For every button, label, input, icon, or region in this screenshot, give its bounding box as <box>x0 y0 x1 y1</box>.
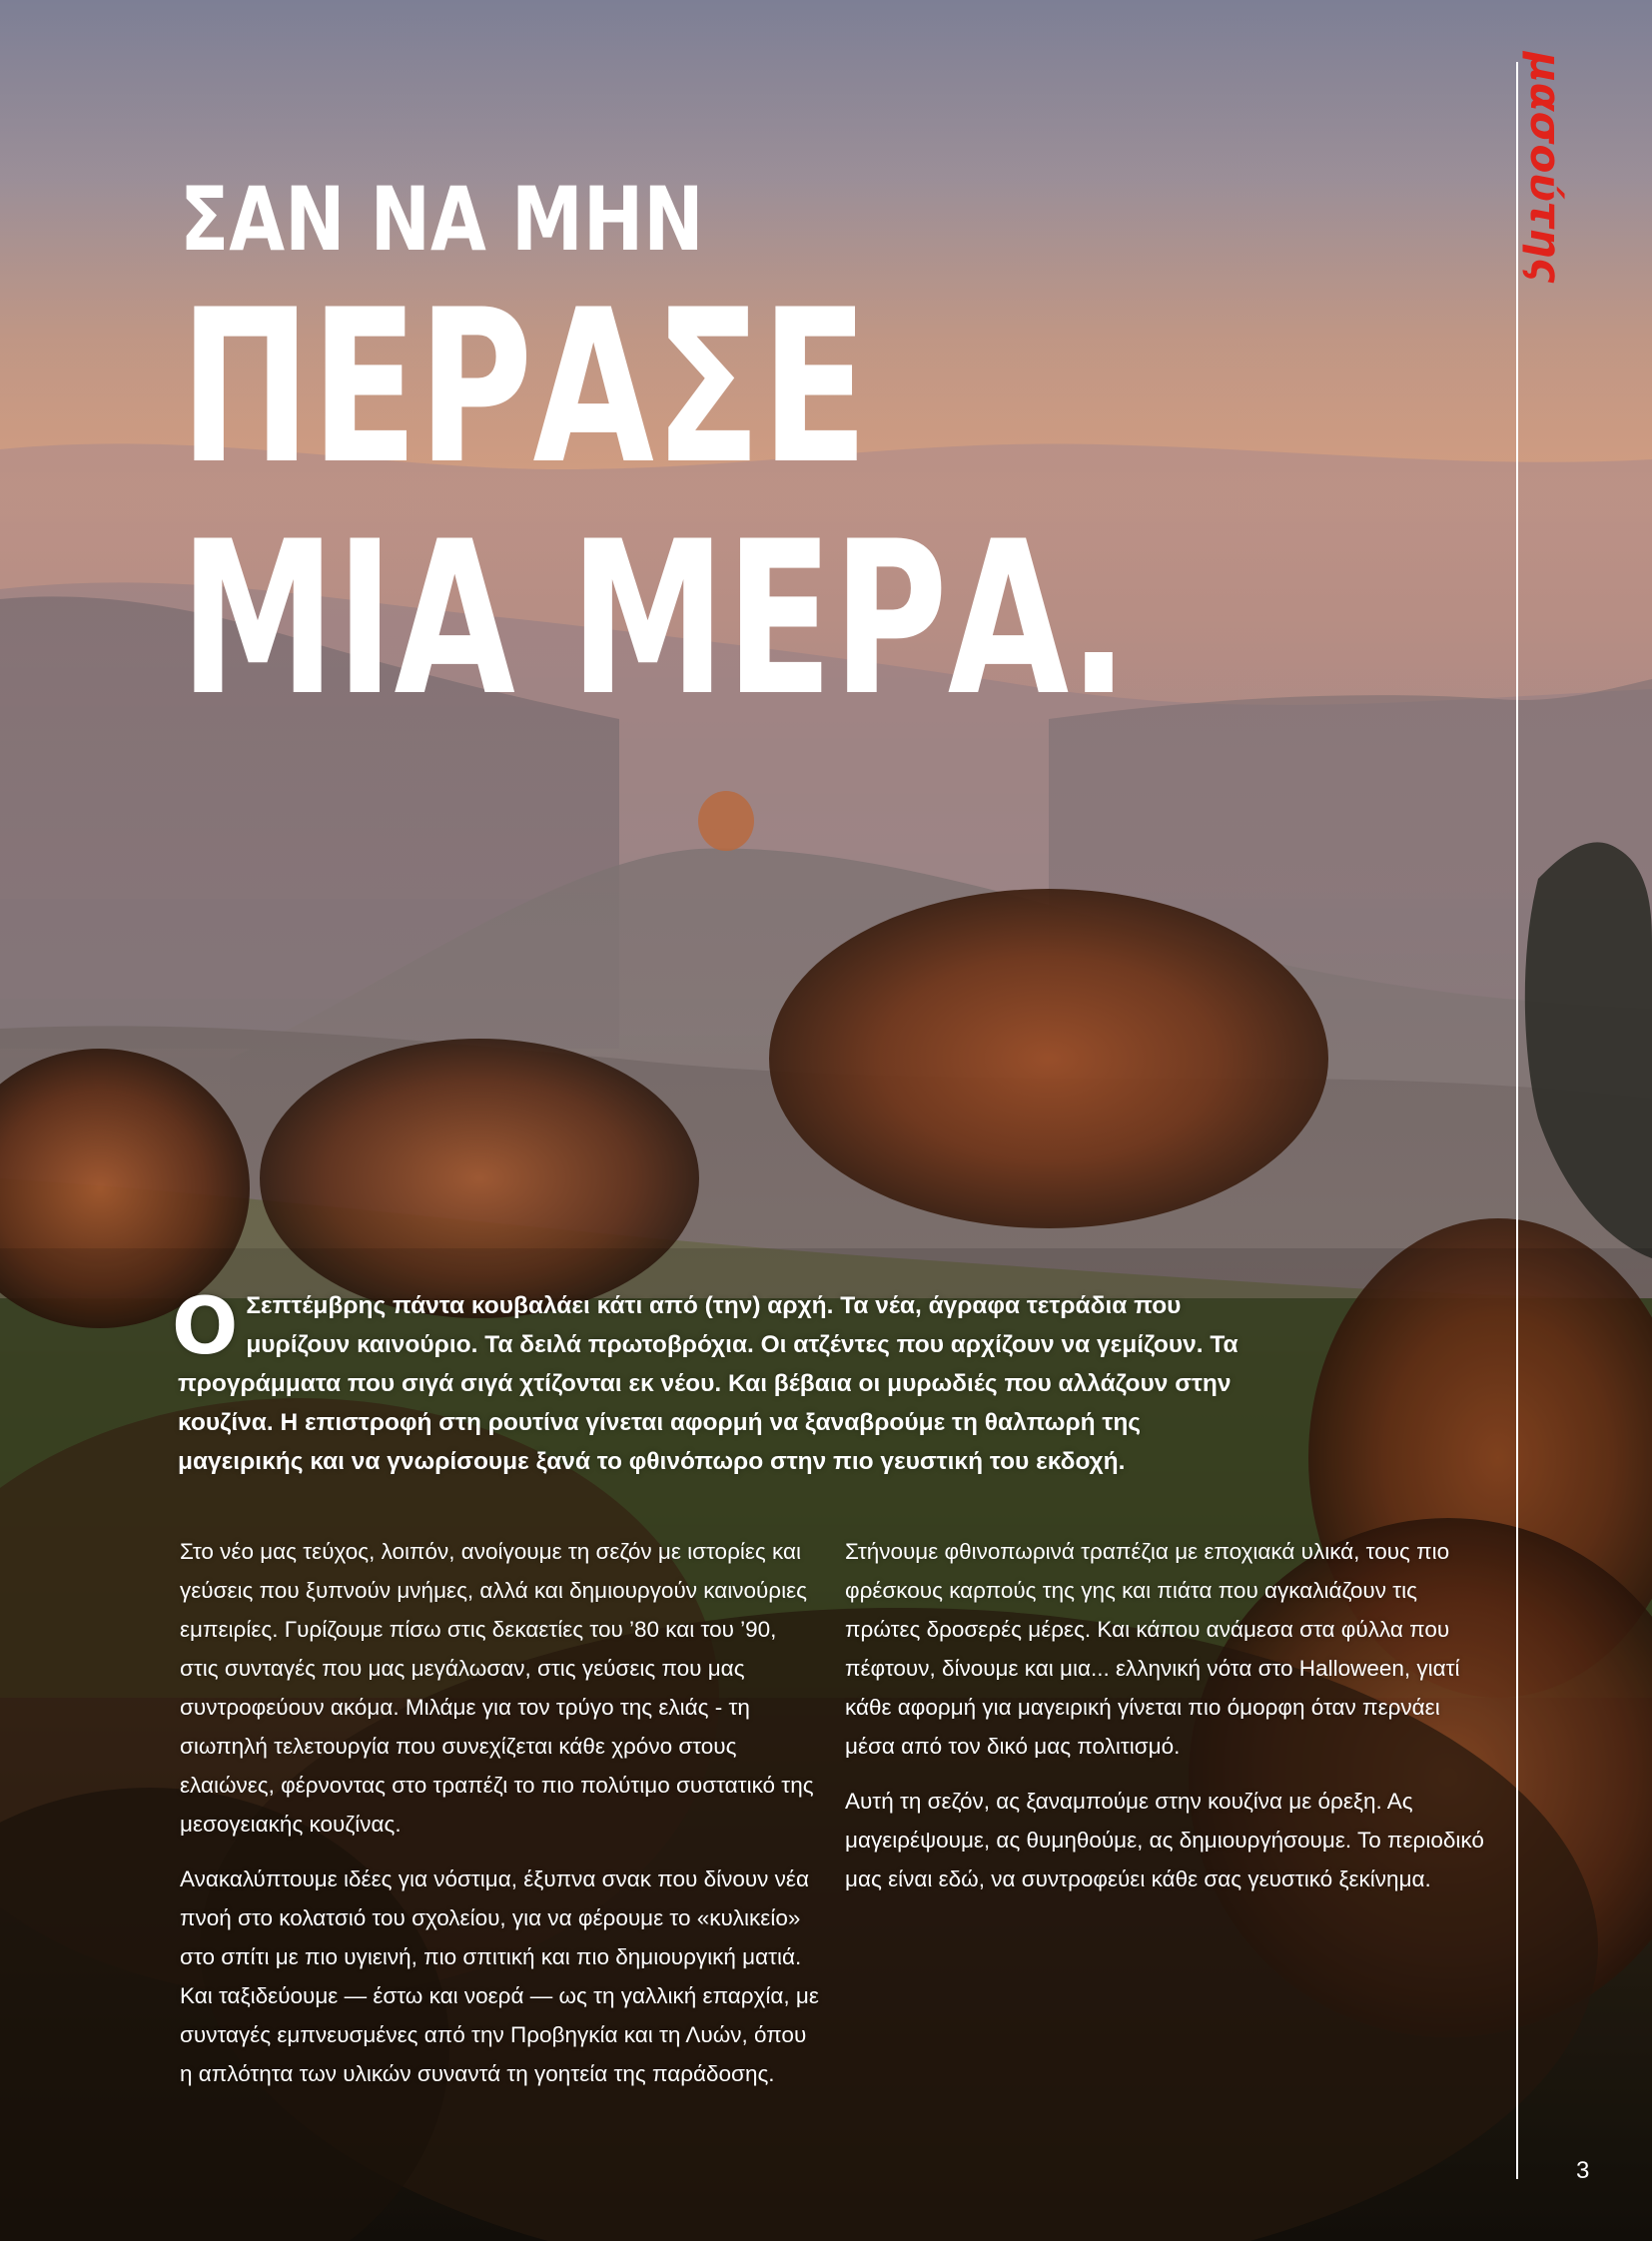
body-paragraph: Στο νέο μας τεύχος, λοιπόν, ανοίγουμε τη σεζόν με ιστορίες και γεύσεις που ξυπνούν μνήμες, αλλά και δημιουργούν καινούριες εμπειρίες. Γυρίζουμε πίσω στις δεκαετίες του ’80 και του ’90, στις συνταγές που μας μεγάλωσαν, στις γεύσεις που μας συντροφεύουν ακόμα. Μιλάμε για τον τρύγο της ελιάς - τη σιωπηλή τελετουργία που συνεχίζεται κάθε χρόνο στους ελαιώνες, φέρνοντας στο τραπέζι το πιο πολύτιμο συστατικό της μεσογειακής κουζίνας. <box>180 1539 814 1837</box>
body-paragraph: Στήνουμε φθινοπωρινά τραπέζια με εποχιακά υλικά, τους πιο φρέσκους καρπούς της γης και πιάτα που αγκαλιάζουν τις πρώτες δροσερές μέρες. Και κάπου ανάμεσα στα φύλλα που πέφτουν, δίνουμε και μια... ελληνική νότα στο Halloween, γιατί κάθε αφορμή για μαγειρική γίνεται πιο όμορφη όταν περνάει μέσα από τον δικό μας πολιτισμό. <box>845 1539 1460 1759</box>
title-line-1: ΣΑΝ ΝΑ ΜΗΝ <box>180 168 704 271</box>
body-paragraph: Ανακαλύπτουμε ιδέες για νόστιμα, έξυπνα σνακ που δίνουν νέα πνοή στο κολατσιό του σχολείου, για να φέρουμε το «κυλικείο» στο σπίτι με πιο υγιεινή, πιο σπιτική και πιο δημιουργική ματιά. Και ταξιδεύουμε — έστω και νοερά — ως τη γαλλική επαρχία, με συνταγές εμπνευσμένες από την Προβηγκία και τη Λυών, όπου η απλότητα των υλικών συναντά τη γοητεία της παράδοσης. <box>180 1867 819 2086</box>
title-line-2: ΠΕΡΑΣΕ <box>180 264 869 510</box>
left-column <box>180 1532 819 2109</box>
title-line-3: ΜΙΑ ΜΕΡΑ. <box>180 495 1129 742</box>
body-paragraph: Αυτή τη σεζόν, ας ξαναμπούμε στην κουζίνα με όρεξη. Ας μαγειρέψουμε, ας θυμηθούμε, ας δημιουργήσουμε. Το περιοδικό μας είναι εδώ, να συντροφεύει κάθε σας γευστικό ξεκίνημα. <box>845 1789 1484 1891</box>
drop-cap: Ο <box>172 1282 239 1372</box>
brand-logo: μασούτης <box>1521 52 1570 284</box>
right-column <box>845 1532 1484 1914</box>
intro-text: Σεπτέμβρης πάντα κουβαλάει κάτι από (την) αρχή. Τα νέα, άγραφα τετράδια που μυρίζουν καινούριο. Τα δειλά πρωτοβρόχια. Οι ατζέντες που αρχίζουν να γεμίζουν. Τα προγράμματα που σιγά σιγά χτίζονται εκ νέου. Και βέβαια οι μυρωδιές που αλλάζουν στην κουζίνα. Η επιστροφή στη ρουτίνα γίνεται αφορμή να ξαναβρούμε τη θαλπωρή της μαγειρικής και να γνωρίσουμε ξανά το φθινόπωρο στην πιο γευστική του εκδοχή. <box>178 1292 1239 1475</box>
vertical-rule <box>1516 62 1518 2179</box>
intro-paragraph <box>172 1282 1256 1481</box>
page-number: 3 <box>1576 2157 1590 2184</box>
